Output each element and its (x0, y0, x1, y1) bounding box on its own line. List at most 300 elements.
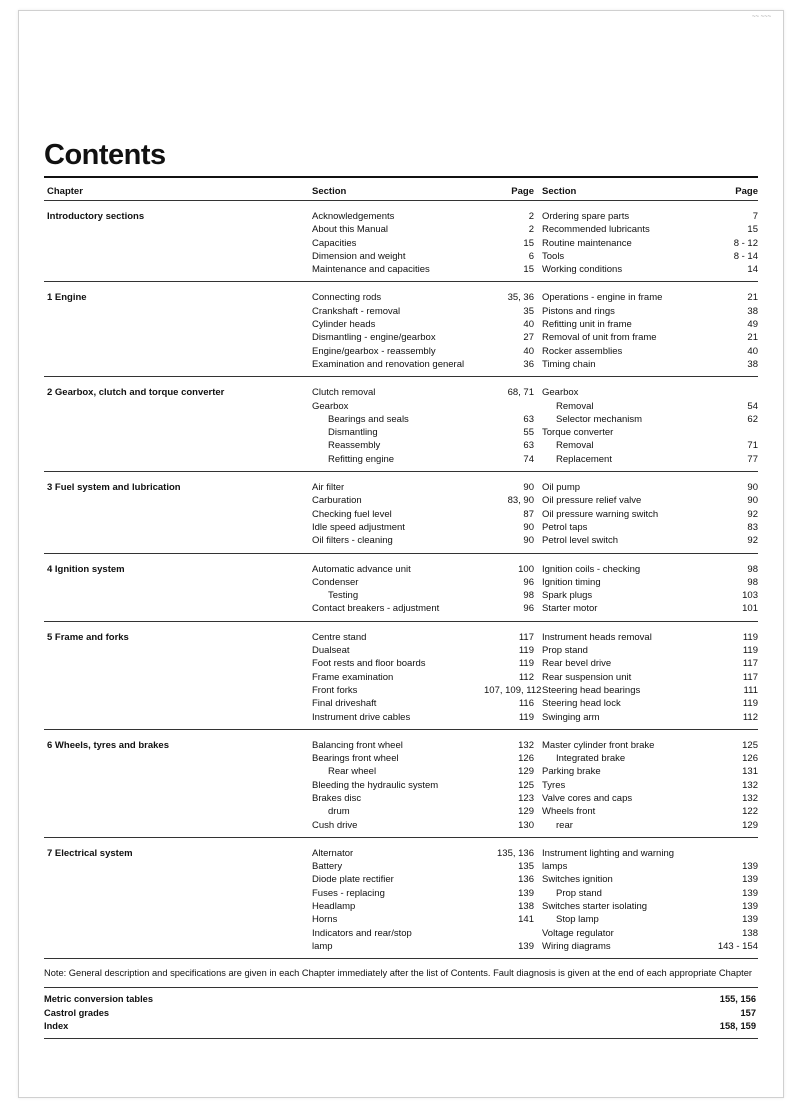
entry-page: 83, 90 (507, 495, 534, 507)
toc-entry (540, 765, 758, 778)
entry-label: Clutch removal (312, 387, 376, 399)
toc-entry (312, 237, 540, 250)
entry-label: Bearings and seals (328, 413, 409, 425)
entry-label: Petrol taps (542, 521, 588, 533)
entry-label: Frame examination (312, 671, 394, 683)
entry-page: 40 (747, 345, 758, 357)
toc-entry (312, 739, 540, 752)
section-column-right (540, 210, 758, 276)
toc-entry (312, 291, 540, 304)
entry-page: 132 (742, 792, 758, 804)
toc-entry (540, 318, 758, 331)
chapter-title: 5 Frame and forks (47, 631, 129, 643)
toc-entry (312, 671, 540, 684)
appendix-list (44, 988, 758, 1038)
entry-label: Instrument lighting and warning (542, 847, 675, 859)
toc-entry (312, 494, 540, 507)
entry-page: 98 (523, 590, 534, 602)
header-page: Page (511, 185, 534, 197)
entry-page: 122 (742, 806, 758, 818)
entry-page: 136 (518, 874, 534, 886)
entry-page: 92 (747, 508, 758, 520)
corner-mark: ~~ ~~~ (752, 14, 772, 20)
toc-entry (312, 331, 540, 344)
entry-page: 8 - 14 (733, 250, 758, 262)
entry-label: Rocker assemblies (542, 345, 623, 357)
chapter-title: 2 Gearbox, clutch and torque converter (47, 387, 225, 399)
chapter-group (44, 377, 758, 471)
entry-page: 74 (523, 453, 534, 465)
toc-entry (312, 481, 540, 494)
entry-label: Gearbox (542, 387, 579, 399)
entry-label: Carburation (312, 495, 362, 507)
entry-page: 68, 71 (507, 387, 534, 399)
entry-label: Maintenance and capacities (312, 264, 430, 276)
entry-page: 119 (518, 658, 534, 670)
contents-page (44, 140, 758, 1039)
entry-label: Switches starter isolating (542, 901, 648, 913)
toc-entry (540, 887, 758, 900)
toc-entry (312, 779, 540, 792)
entry-page: 139 (742, 874, 758, 886)
toc-entry (312, 697, 540, 710)
entry-label: Selector mechanism (556, 413, 643, 425)
toc-entry (312, 413, 540, 426)
entry-label: Integrated brake (556, 753, 626, 765)
toc-entry (540, 263, 758, 276)
entry-page: 130 (518, 819, 534, 831)
title-rule (44, 176, 758, 178)
entry-label: Front forks (312, 684, 358, 696)
section-column-left (312, 386, 540, 466)
entry-label: Ordering spare parts (542, 211, 630, 222)
toc-entry (312, 927, 540, 940)
entry-label: Refitting unit in frame (542, 319, 632, 331)
toc-entry (540, 521, 758, 534)
entry-page: 8 - 12 (733, 237, 758, 249)
entry-label: Swinging arm (542, 711, 600, 723)
entry-label: Prop stand (542, 645, 588, 657)
entry-label: Working conditions (542, 264, 623, 276)
toc-entry (312, 940, 540, 953)
entry-label: Removal of unit from frame (542, 332, 657, 344)
toc-entry (312, 210, 540, 223)
section-column-left (312, 739, 540, 832)
entry-page: 111 (743, 684, 758, 696)
section-column-right (540, 563, 758, 616)
toc-entry (312, 305, 540, 318)
entry-label: Cylinder heads (312, 319, 376, 331)
entry-label: Alternator (312, 847, 354, 859)
entry-label: Steering head bearings (542, 684, 641, 696)
entry-label: Examination and renovation general (312, 358, 465, 370)
entry-label: Automatic advance unit (312, 563, 411, 575)
chapter-group (44, 730, 758, 837)
toc-entry (540, 223, 758, 236)
entry-label: drum (328, 806, 350, 818)
toc-entry (540, 237, 758, 250)
entry-label: Petrol level switch (542, 535, 619, 547)
entry-page: 63 (523, 440, 534, 452)
entry-page (700, 426, 758, 439)
toc-entry (540, 426, 758, 439)
entry-page: 112 (518, 671, 534, 683)
toc-entry (312, 860, 540, 873)
entry-page: 132 (518, 739, 534, 751)
header-chapter: Chapter (47, 185, 83, 197)
entry-page: 157 (740, 1007, 756, 1018)
entry-label: Prop stand (556, 887, 602, 899)
entry-label: Torque converter (542, 427, 614, 439)
toc-entry (540, 671, 758, 684)
entry-page: 2 (528, 211, 534, 222)
toc-entry (312, 563, 540, 576)
toc-entry (540, 250, 758, 263)
toc-entry (540, 386, 758, 399)
toc-entry (540, 305, 758, 318)
entry-page: 2 (528, 224, 534, 236)
toc-entry (540, 589, 758, 602)
chapter-group (44, 554, 758, 621)
entry-label: Oil pump (542, 482, 581, 494)
entry-page (484, 927, 540, 940)
entry-label: Removal (556, 440, 594, 452)
toc-entry (312, 792, 540, 805)
entry-label: Bleeding the hydraulic system (312, 779, 439, 791)
entry-label: Refitting engine (328, 453, 395, 465)
entry-page: 83 (747, 521, 758, 533)
chapter-group (44, 201, 758, 281)
entry-label: Pistons and rings (542, 305, 615, 317)
entry-label: Operations - engine in frame (542, 292, 663, 304)
entry-page: 6 (528, 250, 534, 262)
entry-label: Fuses - replacing (312, 887, 385, 899)
contents-note: Note: General description and specifications are given in each Chapter immediately after the list of Contents. Fault diagnosis is given at the end of each appropriate Chapter (44, 968, 752, 979)
entry-page: 15 (747, 224, 758, 236)
entry-label: Recommended lubricants (542, 224, 650, 236)
toc-entry (540, 900, 758, 913)
entry-page: 38 (747, 305, 758, 317)
entry-page: 107, 109, 112 (484, 684, 542, 696)
entry-label: Bearings front wheel (312, 753, 399, 765)
entry-page: 27 (523, 332, 534, 344)
entry-label: Crankshaft - removal (312, 305, 401, 317)
entry-page: 126 (742, 753, 758, 765)
entry-page: 40 (523, 319, 534, 331)
entry-page: 96 (523, 576, 534, 588)
entry-page: 98 (747, 576, 758, 588)
chapter-groups (44, 201, 758, 959)
entry-label: Acknowledgements (312, 211, 395, 222)
toc-entry (540, 684, 758, 697)
entry-page: 90 (747, 495, 758, 507)
toc-entry (540, 358, 758, 371)
entry-label: Starter motor (542, 603, 598, 615)
toc-entry (540, 291, 758, 304)
entry-label: Indicators and rear/stop (312, 927, 412, 939)
entry-page: 103 (742, 590, 758, 602)
entry-page: 15 (523, 264, 534, 276)
section-column-right (540, 291, 758, 371)
entry-label: Metric conversion tables (44, 994, 154, 1005)
entry-label: Rear suspension unit (542, 671, 632, 683)
section-column-right (540, 386, 758, 466)
section-column-right (540, 847, 758, 953)
entry-page: 55 (523, 427, 534, 439)
entry-label: Index (44, 1020, 69, 1031)
entry-page: 62 (747, 413, 758, 425)
toc-entry (540, 752, 758, 765)
entry-label: Testing (328, 590, 359, 602)
entry-label: Battery (312, 861, 343, 873)
toc-entry (540, 657, 758, 670)
entry-label: Dimension and weight (312, 250, 406, 262)
toc-entry (540, 508, 758, 521)
chapter-title: Introductory sections (47, 211, 145, 222)
entry-page: 71 (747, 440, 758, 452)
entry-label: Instrument heads removal (542, 631, 652, 643)
entry-page: 158, 159 (719, 1020, 756, 1031)
entry-page: 38 (747, 358, 758, 370)
chapter-group (44, 282, 758, 376)
toc-entry (540, 481, 758, 494)
entry-label: lamp (312, 940, 333, 952)
entry-page: 101 (742, 603, 758, 615)
entry-page: 92 (747, 535, 758, 547)
entry-label: Contact breakers - adjustment (312, 603, 440, 615)
entry-label: Gearbox (312, 400, 349, 412)
entry-page: 90 (523, 521, 534, 533)
toc-entry (312, 644, 540, 657)
entry-label: Checking fuel level (312, 508, 392, 520)
entry-label: Parking brake (542, 766, 601, 778)
chapter-group (44, 838, 758, 958)
entry-page: 90 (523, 535, 534, 547)
entry-page: 15 (523, 237, 534, 249)
entry-label: Oil filters - cleaning (312, 535, 393, 547)
chapter-title: 3 Fuel system and lubrication (47, 482, 181, 494)
entry-page: 125 (742, 739, 758, 751)
entry-label: Ignition timing (542, 576, 601, 588)
entry-page: 135, 136 (497, 847, 534, 859)
entry-label: Wiring diagrams (542, 940, 611, 952)
entry-page: 96 (523, 603, 534, 615)
entry-page: 77 (747, 453, 758, 465)
entry-label: Diode plate rectifier (312, 874, 394, 886)
entry-page: 36 (523, 358, 534, 370)
entry-page: 135 (518, 861, 534, 873)
toc-entry (312, 602, 540, 615)
chapter-group (44, 622, 758, 729)
entry-page: 35 (523, 305, 534, 317)
entry-page: 21 (747, 332, 758, 344)
entry-page: 139 (742, 901, 758, 913)
entry-label: Instrument drive cables (312, 711, 411, 723)
chapter-title: 7 Electrical system (47, 847, 133, 859)
entry-label: Final driveshaft (312, 698, 377, 710)
entry-page (700, 847, 758, 860)
toc-entry (312, 805, 540, 818)
toc-entry (312, 386, 540, 399)
entry-page: 139 (518, 887, 534, 899)
toc-entry (540, 697, 758, 710)
entry-page: 119 (518, 645, 534, 657)
entry-label: Spark plugs (542, 590, 593, 602)
entry-label: Connecting rods (312, 292, 382, 304)
toc-entry (540, 631, 758, 644)
entry-page: 141 (518, 914, 534, 926)
toc-entry (312, 589, 540, 602)
section-column-left (312, 563, 540, 616)
toc-entry (540, 534, 758, 547)
section-column-right (540, 631, 758, 724)
entry-page: 123 (518, 792, 534, 804)
entry-page: 100 (518, 563, 534, 575)
toc-entry (312, 847, 540, 860)
entry-label: Switches ignition (542, 874, 613, 886)
toc-entry (540, 439, 758, 452)
toc-entry (540, 453, 758, 466)
entry-page (700, 386, 758, 399)
toc-entry (312, 521, 540, 534)
entry-page: 54 (747, 400, 758, 412)
entry-page: 90 (747, 482, 758, 494)
entry-page: 155, 156 (719, 994, 756, 1005)
entry-page: 49 (747, 319, 758, 331)
entry-label: Replacement (556, 453, 612, 465)
entry-page: 119 (518, 711, 534, 723)
chapter-title: 1 Engine (47, 292, 87, 304)
entry-page: 40 (523, 345, 534, 357)
toc-entry (540, 576, 758, 589)
entry-label: Foot rests and floor boards (312, 658, 426, 670)
entry-page: 139 (518, 940, 534, 952)
entry-label: Removal (556, 400, 594, 412)
section-column-left (312, 210, 540, 276)
appendix-entry (44, 1007, 758, 1020)
entry-page: 139 (742, 887, 758, 899)
header-section: Section (312, 185, 347, 197)
entry-page: 90 (523, 482, 534, 494)
appendix-entry (44, 1020, 758, 1033)
entry-label: Reassembly (328, 440, 381, 452)
entry-label: Voltage regulator (542, 927, 614, 939)
entry-label: Oil pressure relief valve (542, 495, 642, 507)
section-column-left (312, 291, 540, 371)
toc-entry (540, 739, 758, 752)
entry-page: 98 (747, 563, 758, 575)
toc-entry (312, 400, 540, 413)
entry-page: 139 (742, 914, 758, 926)
entry-page: 138 (518, 901, 534, 913)
entry-page: 119 (742, 631, 758, 643)
entry-page: 35, 36 (507, 292, 534, 304)
entry-label: Condenser (312, 576, 359, 588)
toc-entry (312, 684, 540, 697)
entry-label: Dismantling - engine/gearbox (312, 332, 436, 344)
toc-entry (540, 873, 758, 886)
toc-entry (312, 887, 540, 900)
toc-entry (312, 913, 540, 926)
entry-label: Timing chain (542, 358, 596, 370)
entry-label: Stop lamp (556, 914, 599, 926)
entry-label: Tools (542, 250, 565, 262)
toc-entry (540, 927, 758, 940)
toc-entry (540, 792, 758, 805)
entry-label: Master cylinder front brake (542, 739, 655, 751)
page-title: Contents (44, 139, 166, 171)
entry-page: 119 (742, 645, 758, 657)
bottom-rule (44, 1038, 758, 1039)
entry-label: lamps (542, 861, 568, 873)
toc-entry (312, 426, 540, 439)
toc-entry (540, 644, 758, 657)
appendix-entry (44, 993, 758, 1006)
entry-label: Rear wheel (328, 766, 377, 778)
toc-entry (540, 819, 758, 832)
toc-entry (540, 331, 758, 344)
toc-entry (312, 900, 540, 913)
entry-label: Dismantling (328, 427, 378, 439)
entry-page: 117 (742, 658, 758, 670)
toc-entry (540, 563, 758, 576)
entry-label: Cush drive (312, 819, 358, 831)
entry-page: 21 (747, 292, 758, 304)
entry-label: Dualseat (312, 645, 350, 657)
toc-entry (312, 439, 540, 452)
header-section-2: Section (542, 185, 577, 197)
entry-label: Balancing front wheel (312, 739, 403, 751)
toc-entry (540, 860, 758, 873)
entry-label: Valve cores and caps (542, 792, 633, 804)
toc-entry (312, 534, 540, 547)
toc-entry (540, 413, 758, 426)
toc-entry (312, 819, 540, 832)
toc-entry (540, 805, 758, 818)
entry-page: 63 (523, 413, 534, 425)
entry-label: Brakes disc (312, 792, 362, 804)
chapter-title: 6 Wheels, tyres and brakes (47, 739, 169, 751)
entry-page: 138 (742, 927, 758, 939)
toc-entry (540, 210, 758, 223)
toc-entry (540, 400, 758, 413)
entry-label: Centre stand (312, 631, 367, 643)
toc-entry (312, 358, 540, 371)
chapter-group (44, 472, 758, 552)
entry-label: Castrol grades (44, 1007, 110, 1018)
entry-label: Air filter (312, 482, 345, 494)
entry-page: 14 (747, 264, 758, 276)
entry-page: 126 (518, 753, 534, 765)
toc-entry (540, 494, 758, 507)
toc-entry (312, 318, 540, 331)
toc-entry (312, 631, 540, 644)
toc-entry (540, 940, 758, 953)
entry-page: 117 (742, 671, 758, 683)
toc-entry (540, 913, 758, 926)
toc-entry (312, 508, 540, 521)
entry-page: 125 (518, 779, 534, 791)
entry-page (484, 400, 540, 413)
toc-entry (312, 873, 540, 886)
entry-page: 131 (742, 766, 758, 778)
toc-entry (312, 453, 540, 466)
entry-label: rear (556, 819, 573, 831)
entry-page: 139 (742, 861, 758, 873)
section-column-right (540, 481, 758, 547)
entry-label: Oil pressure warning switch (542, 508, 659, 520)
toc-entry (312, 576, 540, 589)
